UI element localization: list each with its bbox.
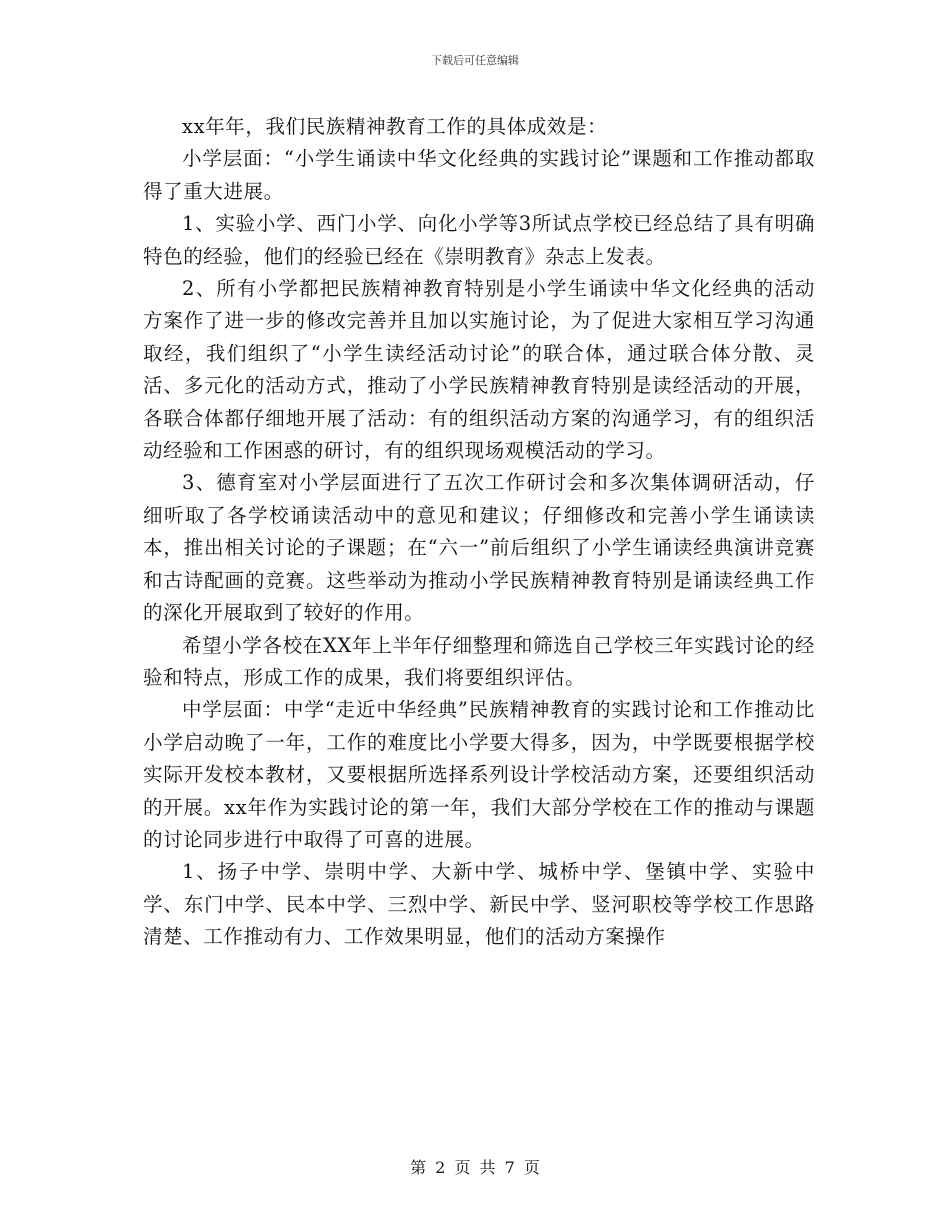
paragraph: 小学层面：“小学生诵读中华文化经典的实践讨论”课题和工作推动都取得了重大进展。 <box>143 147 815 203</box>
paragraph: xx年年，我们民族精神教育工作的具体成效是： <box>182 115 608 138</box>
paragraph: 中学层面：中学“走近中华经典”民族精神教育的实践讨论和工作推动比小学启动晚了一年，工作的难度比小学要大得多，因为，中学既要根据学校实际开发校本教材，又要根据所选择系列设计学校活动方案，还要组织活动的开展。xx年作为实践讨论的第一年，我们大部分学校在工作的推动与课题的讨论同步进行中取得了可喜的进展。 <box>143 698 815 851</box>
page-footer: 第 2 页 共 7 页 <box>410 1158 540 1177</box>
paragraph: 3、德育室对小学层面进行了五次工作研讨会和多次集体调研活动，仔细听取了各学校诵读活动中的意见和建议；仔细修改和完善小学生诵读读本，推出相关讨论的子课题；在“六一”前后组织了小学生诵读经典演讲竞赛和古诗配画的竞赛。这些举动为推动小学民族精神教育特别是诵读经典工作的深化开展取到了较好的作用。 <box>143 471 815 625</box>
paragraph: 1、扬子中学、崇明中学、大新中学、城桥中学、堡镇中学、实验中学、东门中学、民本中学、三烈中学、新民中学、竖河职校等学校工作思路清楚、工作推动有力、工作效果明显，他们的活动方案操作 <box>143 860 815 949</box>
document-body <box>143 111 815 954</box>
page-header: 下载后可任意编辑 <box>431 54 519 67</box>
paragraph: 希望小学各校在XX年上半年仔细整理和筛选自己学校三年实践讨论的经验和特点，形成工作的成果，我们将要组织评估。 <box>143 633 815 689</box>
paragraph: 2、所有小学都把民族精神教育特别是小学生诵读中华文化经典的活动方案作了进一步的修改完善并且加以实施讨论，为了促进大家相互学习沟通取经，我们组织了“小学生读经活动讨论”的联合体，通过联合体分散、灵活、多元化的活动方式，推动了小学民族精神教育特别是读经活动的开展，各联合体都仔细地开展了活动：有的组织活动方案的沟通学习，有的组织活动经验和工作困惑的研讨，有的组织现场观模活动的学习。 <box>143 277 815 463</box>
paragraph: 1、实验小学、西门小学、向化小学等3所试点学校已经总结了具有明确特色的经验，他们的经验已经在《崇明教育》杂志上发表。 <box>143 212 815 268</box>
